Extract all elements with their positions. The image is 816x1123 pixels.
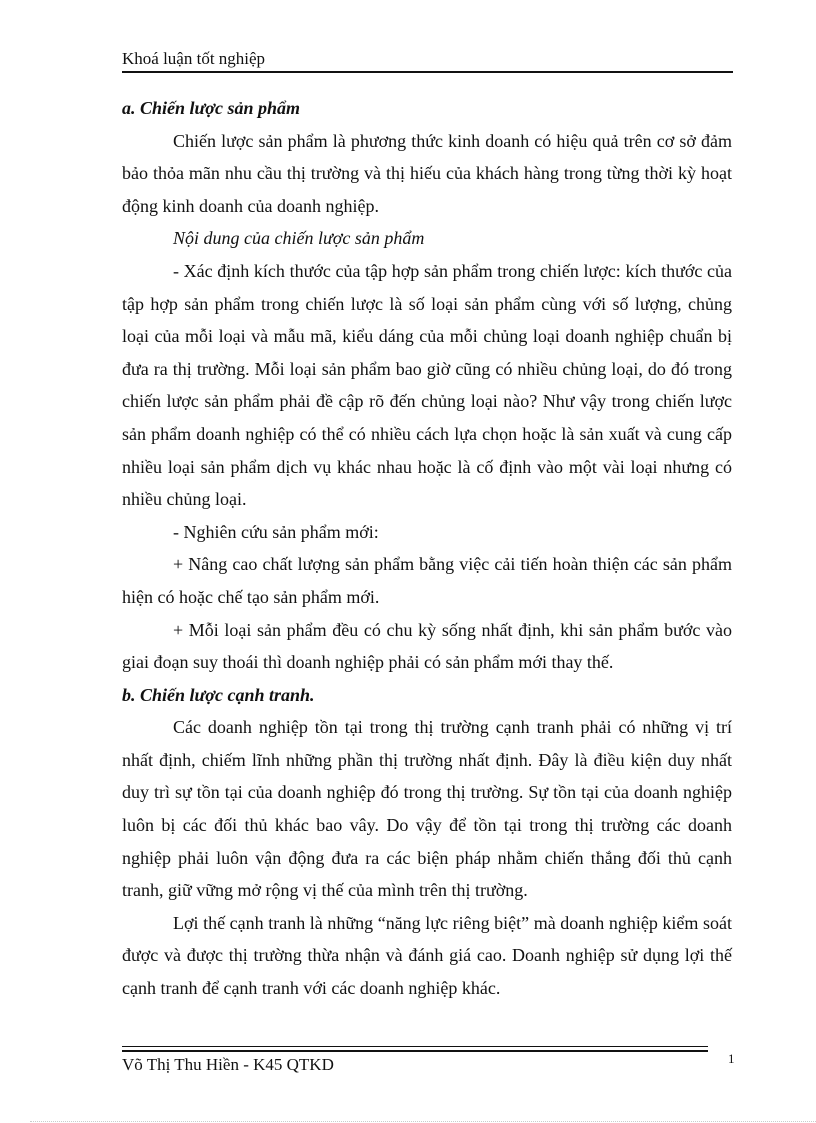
page-header: [122, 48, 733, 70]
header-title: Khoá luận tốt nghiệp: [122, 49, 266, 68]
section-a-heading: a. Chiến lược sản phẩm: [122, 98, 300, 118]
section-b-heading: b. Chiến lược cạnh tranh.: [122, 684, 315, 705]
section-a-paragraph-4: + Nâng cao chất lượng sản phẩm bằng việc cải tiến hoàn thiện các sản phẩm hiện có hoặc chế tạo sản phẩm mới.: [122, 554, 732, 607]
section-a-paragraph-5: + Mỗi loại sản phẩm đều có chu kỳ sống nhất định, khi sản phẩm bước vào giai đoạn suy thoái thì doanh nghiệp phải có sản phẩm mới thay thế.: [122, 619, 732, 673]
section-a-subheading: Nội dung của chiến lược sản phẩm: [173, 228, 425, 249]
section-a-paragraph-1: Chiến lược sản phẩm là phương thức kinh doanh có hiệu quả trên cơ sở đảm bảo thỏa mãn nhu cầu thị trường và thị hiếu của khách hàng trong từng thời kỳ hoạt động kinh doanh của doanh nghiệp.: [122, 130, 732, 216]
section-a-paragraph-2: - Xác định kích thước của tập hợp sản phẩm trong chiến lược: kích thước của tập hợp sản phẩm trong chiến lược là số loại sản phẩm cùng với số lượng, chủng loại của mỗi loại và mẫu mã, kiểu dáng của mỗi chủng loại doanh nghiệp chuẩn bị đưa ra thị trường. Mỗi loại sản phẩm bao giờ cũng có nhiều chủng loại, do đó trong chiến lược sản phẩm phải đề cập rõ đến chủng loại nào? Như vậy trong chiến lược sản phẩm doanh nghiệp có thể có nhiều cách lựa chọn hoặc là sản xuất và cung cấp nhiều loại sản phẩm dịch vụ khác nhau hoặc là cố định vào một vài loại nhưng có nhiều chủng loại.: [122, 260, 732, 510]
header-rule: [122, 71, 733, 73]
section-b-paragraph-2: Lợi thế cạnh tranh là những “năng lực riêng biệt” mà doanh nghiệp kiểm soát được và được thị trường thừa nhận và đánh giá cao. Doanh nghiệp sử dụng lợi thế cạnh tranh để cạnh tranh với các doanh nghiệp khác.: [122, 912, 732, 999]
footer-rule-thin: [122, 1046, 708, 1047]
footer-rule-thick: [122, 1050, 708, 1052]
section-a-paragraph-3: - Nghiên cứu sản phẩm mới:: [173, 521, 379, 542]
footer-author: Võ Thị Thu Hiền - K45 QTKD: [122, 1055, 334, 1074]
document-body: [122, 92, 732, 1005]
section-b-paragraph-1: Các doanh nghiệp tồn tại trong thị trường cạnh tranh phải có những vị trí nhất định, chiếm lĩnh những phần thị trường nhất định. Đây là điều kiện duy nhất duy trì sự tồn tại của doanh nghiệp đó trong thị trường. Sự tồn tại của doanh nghiệp luôn bị các đối thủ khác bao vây. Do vậy để tồn tại trong thị trường các doanh nghiệp phải luôn vận động đưa ra các biện pháp nhằm chiến thắng đối thủ cạnh tranh, giữ vững mở rộng vị thế của mình trên thị trường.: [122, 717, 732, 901]
page-edge-divider: [30, 1121, 816, 1122]
page-number: 1: [728, 1051, 735, 1066]
